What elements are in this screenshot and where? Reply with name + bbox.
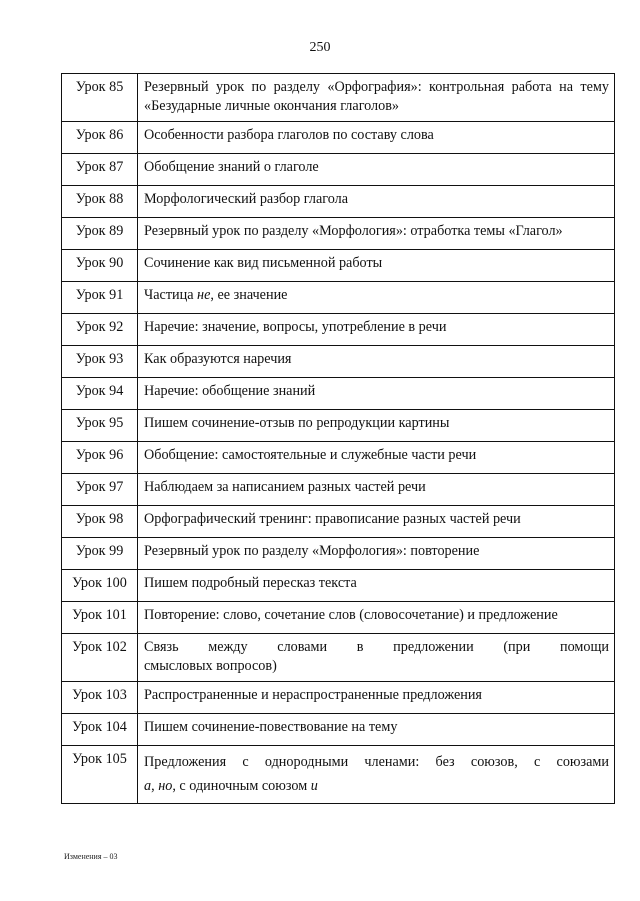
lesson-topic: Обобщение: самостоятельные и служебные части речи: [138, 442, 615, 474]
table-row: [62, 442, 615, 474]
lesson-number: Урок 90: [62, 250, 138, 282]
lesson-topic: Орфографический тренинг: правописание разных частей речи: [138, 506, 615, 538]
lesson-topic: Пишем подробный пересказ текста: [138, 570, 615, 602]
lesson-topic: Как образуются наречия: [138, 346, 615, 378]
lesson-topic: [138, 74, 615, 122]
lesson-topic-italic: но: [158, 778, 173, 794]
lesson-number: Урок 105: [62, 746, 138, 804]
lesson-topic: Пишем сочинение-повествование на тему: [138, 714, 615, 746]
lesson-number: Урок 101: [62, 602, 138, 634]
lesson-topic-line: «Безударные личные окончания глаголов»: [144, 98, 400, 114]
lesson-table: [61, 73, 615, 804]
lesson-topic-line: [144, 774, 609, 798]
lesson-topic: Распространенные и нераспространенные предложения: [138, 682, 615, 714]
lesson-topic-text: ,: [151, 778, 159, 794]
lesson-number: Урок 93: [62, 346, 138, 378]
lesson-topic-line: Связь между словами в предложении (при помощи: [144, 639, 609, 655]
lesson-number: Урок 86: [62, 122, 138, 154]
lesson-number: Урок 98: [62, 506, 138, 538]
lesson-number: Урок 94: [62, 378, 138, 410]
table-row: [62, 634, 615, 682]
lesson-number: Урок 104: [62, 714, 138, 746]
table-row: [62, 74, 615, 122]
lesson-topic: Особенности разбора глаголов по составу слова: [138, 122, 615, 154]
table-row: [62, 378, 615, 410]
lesson-topic-line: смысловых вопросов): [144, 658, 277, 674]
lesson-topic: Наречие: обобщение знаний: [138, 378, 615, 410]
table-row: [62, 682, 615, 714]
table-row: [62, 570, 615, 602]
lesson-topic: Резервный урок по разделу «Морфология»: отработка темы «Глагол»: [138, 218, 615, 250]
lesson-topic-line: Предложения с однородными членами: без союзов, с союзами: [144, 754, 609, 770]
lesson-number: Урок 91: [62, 282, 138, 314]
lesson-topic: Обобщение знаний о глаголе: [138, 154, 615, 186]
lesson-topic: Наречие: значение, вопросы, употребление в речи: [138, 314, 615, 346]
lesson-number: Урок 89: [62, 218, 138, 250]
table-row: [62, 186, 615, 218]
lesson-topic: Сочинение как вид письменной работы: [138, 250, 615, 282]
lesson-number: Урок 97: [62, 474, 138, 506]
lesson-number: Урок 88: [62, 186, 138, 218]
lesson-topic-text: Частица: [144, 287, 198, 303]
lesson-topic: Наблюдаем за написанием разных частей речи: [138, 474, 615, 506]
lesson-topic: Морфологический разбор глагола: [138, 186, 615, 218]
table-row: [62, 714, 615, 746]
footer-revision: Изменения – 03: [64, 852, 118, 861]
lesson-topic-text: , с одиночным союзом: [172, 778, 311, 794]
table-row: [62, 602, 615, 634]
lesson-topic: Резервный урок по разделу «Морфология»: повторение: [138, 538, 615, 570]
lesson-topic-line: Резервный урок по разделу «Орфография»: контрольная работа на тему: [144, 79, 609, 95]
lesson-topic: Повторение: слово, сочетание слов (словосочетание) и предложение: [138, 602, 615, 634]
table-row: [62, 410, 615, 442]
table-row: [62, 746, 615, 804]
lesson-topic: Пишем сочинение-отзыв по репродукции картины: [138, 410, 615, 442]
table-row: [62, 282, 615, 314]
lesson-topic: [138, 746, 615, 804]
lesson-topic-text: , ее значение: [210, 287, 288, 303]
page-number: 250: [309, 40, 331, 55]
lesson-number: Урок 87: [62, 154, 138, 186]
lesson-topic-italic: а: [144, 778, 152, 794]
table-row: [62, 538, 615, 570]
table-row: [62, 474, 615, 506]
table-row: [62, 506, 615, 538]
lesson-number: Урок 103: [62, 682, 138, 714]
lesson-topic-italic: не: [197, 287, 211, 303]
lesson-topic-italic: и: [310, 778, 318, 794]
lesson-number: Урок 100: [62, 570, 138, 602]
lesson-topic: [138, 634, 615, 682]
lesson-number: Урок 99: [62, 538, 138, 570]
lesson-number: Урок 92: [62, 314, 138, 346]
lesson-number: Урок 96: [62, 442, 138, 474]
table-row: [62, 154, 615, 186]
table-row: [62, 250, 615, 282]
table-row: [62, 218, 615, 250]
lesson-number: Урок 95: [62, 410, 138, 442]
table-row: [62, 122, 615, 154]
lesson-number: Урок 102: [62, 634, 138, 682]
table-row: [62, 314, 615, 346]
table-row: [62, 346, 615, 378]
lesson-topic: [138, 282, 615, 314]
lesson-number: Урок 85: [62, 74, 138, 122]
